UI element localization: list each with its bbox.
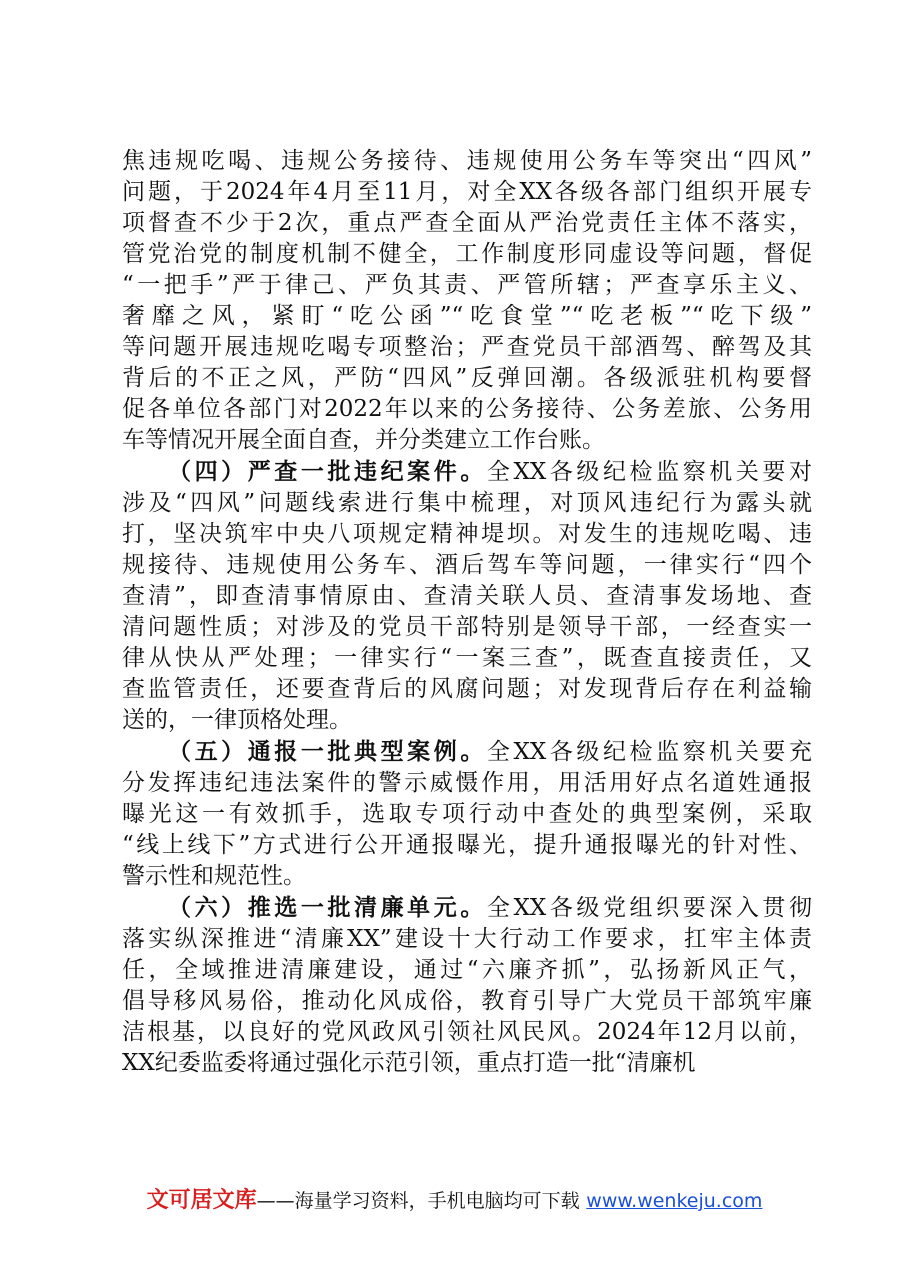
paragraph-continuation xyxy=(122,146,812,456)
text-line: 任，全域推进清廉建设，通过“六廉齐抓”，弘扬新风正气， xyxy=(122,957,812,983)
text-line: 查清”，即查清事情原由、查清关联人员、查清事发场地、查 xyxy=(122,583,812,609)
text-line xyxy=(122,456,812,488)
section-heading: （四）严查一批违纪案件。 xyxy=(168,458,487,485)
text-line: “一把手”严于律己、严负其责、严管所辖；严查享乐主义、 xyxy=(122,272,812,298)
text-run: 全XX各级纪检监察机关要对 xyxy=(486,459,813,485)
text-line: 背后的不正之风，严防“四风”反弹回潮。各级派驻机构要督 xyxy=(122,365,812,391)
text-line: 洁根基，以良好的党风政风引领社风民风。2024年12月以前， xyxy=(122,1019,812,1045)
text-line: 律从快从严处理；一律实行“一案三查”，既查直接责任，又 xyxy=(122,645,812,671)
text-line: 规接待、违规使用公务车、酒后驾车等问题，一律实行“四个 xyxy=(122,552,812,578)
paragraph-section-4 xyxy=(122,456,812,736)
text-line xyxy=(122,892,812,924)
text-line: 清问题性质；对涉及的党员干部特别是领导干部，一经查实一 xyxy=(122,614,812,640)
text-line xyxy=(122,736,812,768)
text-line: 项督查不少于2次，重点严查全面从严治党责任主体不落实， xyxy=(122,210,812,236)
section-heading: （六）推选一批清廉单元。 xyxy=(168,894,487,921)
text-line: 奢靡之风，紧盯“吃公函”“吃食堂”“吃老板”“吃下级” xyxy=(122,303,812,329)
text-line: 送的，一律顶格处理。 xyxy=(122,707,352,733)
document-body xyxy=(122,146,812,1079)
text-line: 问题，于2024年4月至11月，对全XX各级各部门组织开展专 xyxy=(122,179,812,205)
text-line: 管党治党的制度机制不健全，工作制度形同虚设等问题，督促 xyxy=(122,241,812,267)
text-line: 打，坚决筑牢中央八项规定精神堤坝。对发生的违规吃喝、违 xyxy=(122,521,812,547)
text-line: 查监管责任，还要查背后的风腐问题；对发现背后存在利益输 xyxy=(122,676,812,702)
paragraph-section-6 xyxy=(122,892,812,1079)
website-link[interactable]: www.wenkeju.com xyxy=(586,1190,763,1212)
text-line: 涉及“四风”问题线索进行集中梳理，对顶风违纪行为露头就 xyxy=(122,490,812,516)
text-line: 曝光这一有效抓手，选取专项行动中查处的典型案例，采取 xyxy=(122,801,812,827)
text-run: 全XX各级党组织要深入贯彻 xyxy=(486,895,813,921)
footer-banner xyxy=(0,1183,909,1214)
text-line: 车等情况开展全面自查，并分类建立工作台账。 xyxy=(122,427,605,453)
text-line: 焦违规吃喝、违规公务接待、违规使用公务车等突出“四风” xyxy=(122,148,812,174)
text-line: 倡导移风易俗，推动化风成俗，教育引导广大党员干部筑牢廉 xyxy=(122,988,812,1014)
text-line: 等问题开展违规吃喝专项整治；严查党员干部酒驾、醉驾及其 xyxy=(122,334,812,360)
footer-slogan: ——海量学习资料，手机电脑均可下载 xyxy=(256,1190,580,1212)
text-line: 分发挥违纪违法案件的警示威慑作用，用活用好点名道姓通报 xyxy=(122,770,812,796)
section-heading: （五）通报一批典型案例。 xyxy=(168,738,487,765)
text-line: 警示性和规范性。 xyxy=(122,863,306,889)
paragraph-section-5 xyxy=(122,736,812,892)
text-line: 落实纵深推进“清廉XX”建设十大行动工作要求，扛牢主体责 xyxy=(122,926,812,952)
text-line: “线上线下”方式进行公开通报曝光，提升通报曝光的针对性、 xyxy=(122,832,812,858)
text-run: 全XX各级纪检监察机关要充 xyxy=(486,739,813,765)
brand-name: 文可居文库 xyxy=(146,1188,257,1213)
text-line: XX纪委监委将通过强化示范引领，重点打造一批“清廉机 xyxy=(122,1050,696,1076)
text-line: 促各单位各部门对2022年以来的公务接待、公务差旅、公务用 xyxy=(122,396,812,422)
